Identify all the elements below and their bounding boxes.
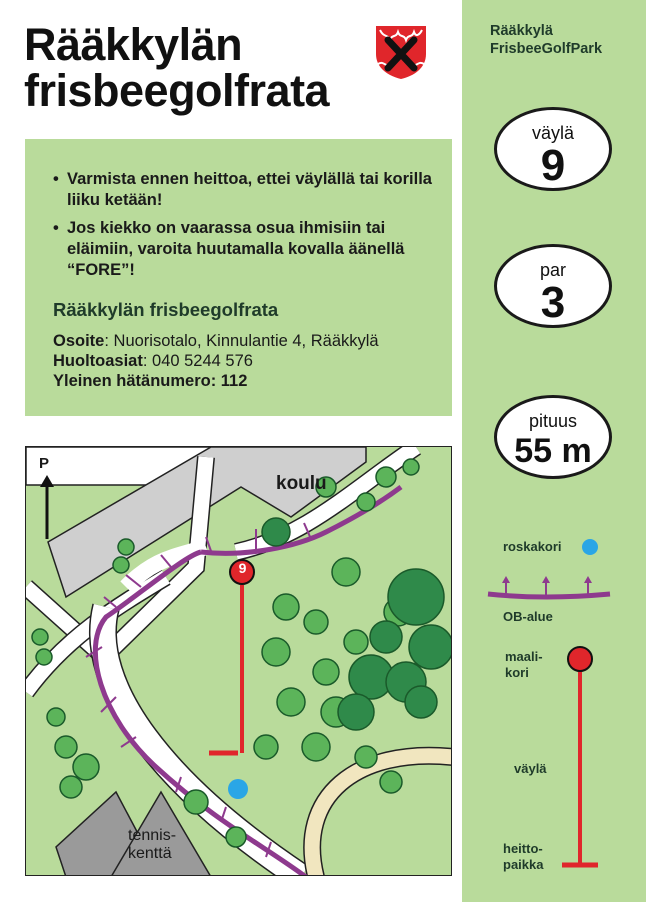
north-label: P <box>39 455 50 472</box>
legend-trash-label: roskakori <box>503 539 562 554</box>
maintenance-row <box>53 351 379 371</box>
tennis-label-1: tennis- <box>128 827 177 844</box>
title-line-2: frisbeegolfrata <box>24 65 330 116</box>
trash-legend-icon <box>580 537 600 557</box>
ob-legend-icon <box>486 574 612 604</box>
par-value: 3 <box>540 278 566 327</box>
length-value: 55 m <box>514 432 592 470</box>
emergency-number: Yleinen hätänumero: 112 <box>53 372 248 390</box>
safety-bullet-2: • Jos kiekko on vaarassa osua ihmisiin tai eläimiin, varoita huutamalla kovalla äänellä “FORE”! <box>53 218 433 281</box>
hole-value: 9 <box>540 141 566 190</box>
legend-tee-line-2: paikka <box>503 857 544 872</box>
fairway-legend-icon <box>560 645 604 875</box>
park-name-line-1: Rääkkylä <box>490 23 553 39</box>
legend-ob-label: OB-alue <box>503 609 553 624</box>
address-label: Osoite <box>53 332 105 350</box>
contact-info <box>53 331 379 391</box>
park-name-line-2: FrisbeeGolfPark <box>490 41 603 57</box>
address-value: : Nuorisotalo, Kinnulantie 4, Rääkkylä <box>104 332 379 350</box>
legend-basket-label <box>505 649 543 681</box>
safety-bullet-1: • Varmista ennen heittoa, ettei väylällä tai korilla liiku ketään! <box>53 169 433 211</box>
coat-of-arms-icon <box>374 24 428 80</box>
info-box <box>25 139 452 416</box>
maintenance-label: Huoltoasiat <box>53 352 143 370</box>
maintenance-value: : 040 5244 576 <box>142 352 253 370</box>
safety-list <box>53 169 433 288</box>
park-name <box>490 22 602 58</box>
emergency-row <box>53 371 379 391</box>
legend-fairway-label: väylä <box>514 761 547 776</box>
map-illustration <box>26 447 452 876</box>
school-label: koulu <box>276 473 327 494</box>
legend-tee-label <box>503 841 543 873</box>
tennis-label <box>128 827 176 863</box>
address-row <box>53 331 379 351</box>
legend-basket-line-2: kori <box>505 665 529 680</box>
sand-path <box>312 756 452 876</box>
hole-number-marker: 9 <box>238 560 247 576</box>
legend-basket-line-1: maali- <box>505 649 543 664</box>
hole-number-badge <box>494 107 612 191</box>
trash-bin-marker <box>228 779 248 799</box>
legend-tee-line-1: heitto- <box>503 841 543 856</box>
length-badge <box>494 395 612 479</box>
par-label: par <box>539 260 566 280</box>
par-badge <box>494 244 612 328</box>
title-line-1: Rääkkylän <box>24 19 243 70</box>
page-title <box>24 19 330 116</box>
hole-map <box>25 446 452 876</box>
hole-label: väylä <box>531 123 575 143</box>
length-label: pituus <box>528 411 578 431</box>
tennis-label-2: kenttä <box>128 845 172 862</box>
course-name: Rääkkylän frisbeegolfrata <box>53 299 279 320</box>
